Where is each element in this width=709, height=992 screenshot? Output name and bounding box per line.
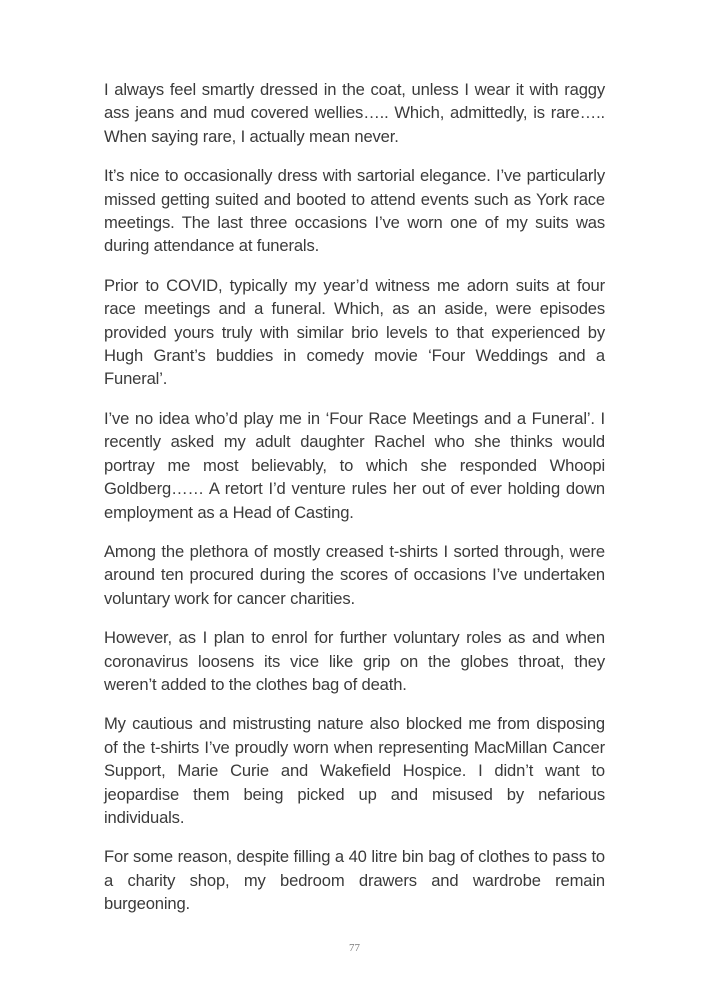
paragraph-7: My cautious and mistrusting nature also blocked me from disposing of the t-shirts I’ve proudly worn when representing MacMillan Cancer Support, Marie Curie and Wakefield Hospice. I didn’t want to jeopardise them being picked up and misused by nefarious individuals.: [104, 714, 605, 827]
page-number: 77: [349, 942, 360, 954]
paragraph-5: Among the plethora of mostly creased t-shirts I sorted through, were around ten procured during the scores of occasions I’ve undertaken voluntary work for cancer charities.: [104, 541, 605, 608]
paragraph-8: For some reason, despite filling a 40 litre bin bag of clothes to pass to a charity shop, my bedroom drawers and wardrobe remain burgeoning.: [104, 847, 605, 914]
paragraph-6: However, as I plan to enrol for further voluntary roles as and when coronavirus loosens its vice like grip on the globes throat, they weren’t added to the clothes bag of death.: [104, 628, 605, 694]
paragraph-3: Prior to COVID, typically my year’d witness me adorn suits at four race meetings and a funeral. Which, as an aside, were episodes provided yours truly with similar brio levels to that experienced by Hugh Grant’s buddies in comedy movie ‘Four Weddings and a Funeral’.: [104, 275, 605, 389]
paragraph-2: It’s nice to occasionally dress with sartorial elegance. I’ve particularly missed getting suited and booted to attend events such as York race meetings. The last three occasions I’ve worn one of my suits was during attendance at funerals.: [104, 166, 605, 256]
paragraph-4: I’ve no idea who’d play me in ‘Four Race Meetings and a Funeral’. I recently asked my adult daughter Rachel who she thinks would portray me most believably, to which she responded Whoopi Goldberg…… A retort I’d venture rules her out of ever holding down employment as a Head of Casting.: [104, 408, 605, 522]
body-text: [104, 78, 605, 932]
paragraph-1: I always feel smartly dressed in the coat, unless I wear it with raggy ass jeans and mud covered wellies….. Which, admittedly, is rare….. When saying rare, I actually mean never.: [104, 80, 605, 146]
